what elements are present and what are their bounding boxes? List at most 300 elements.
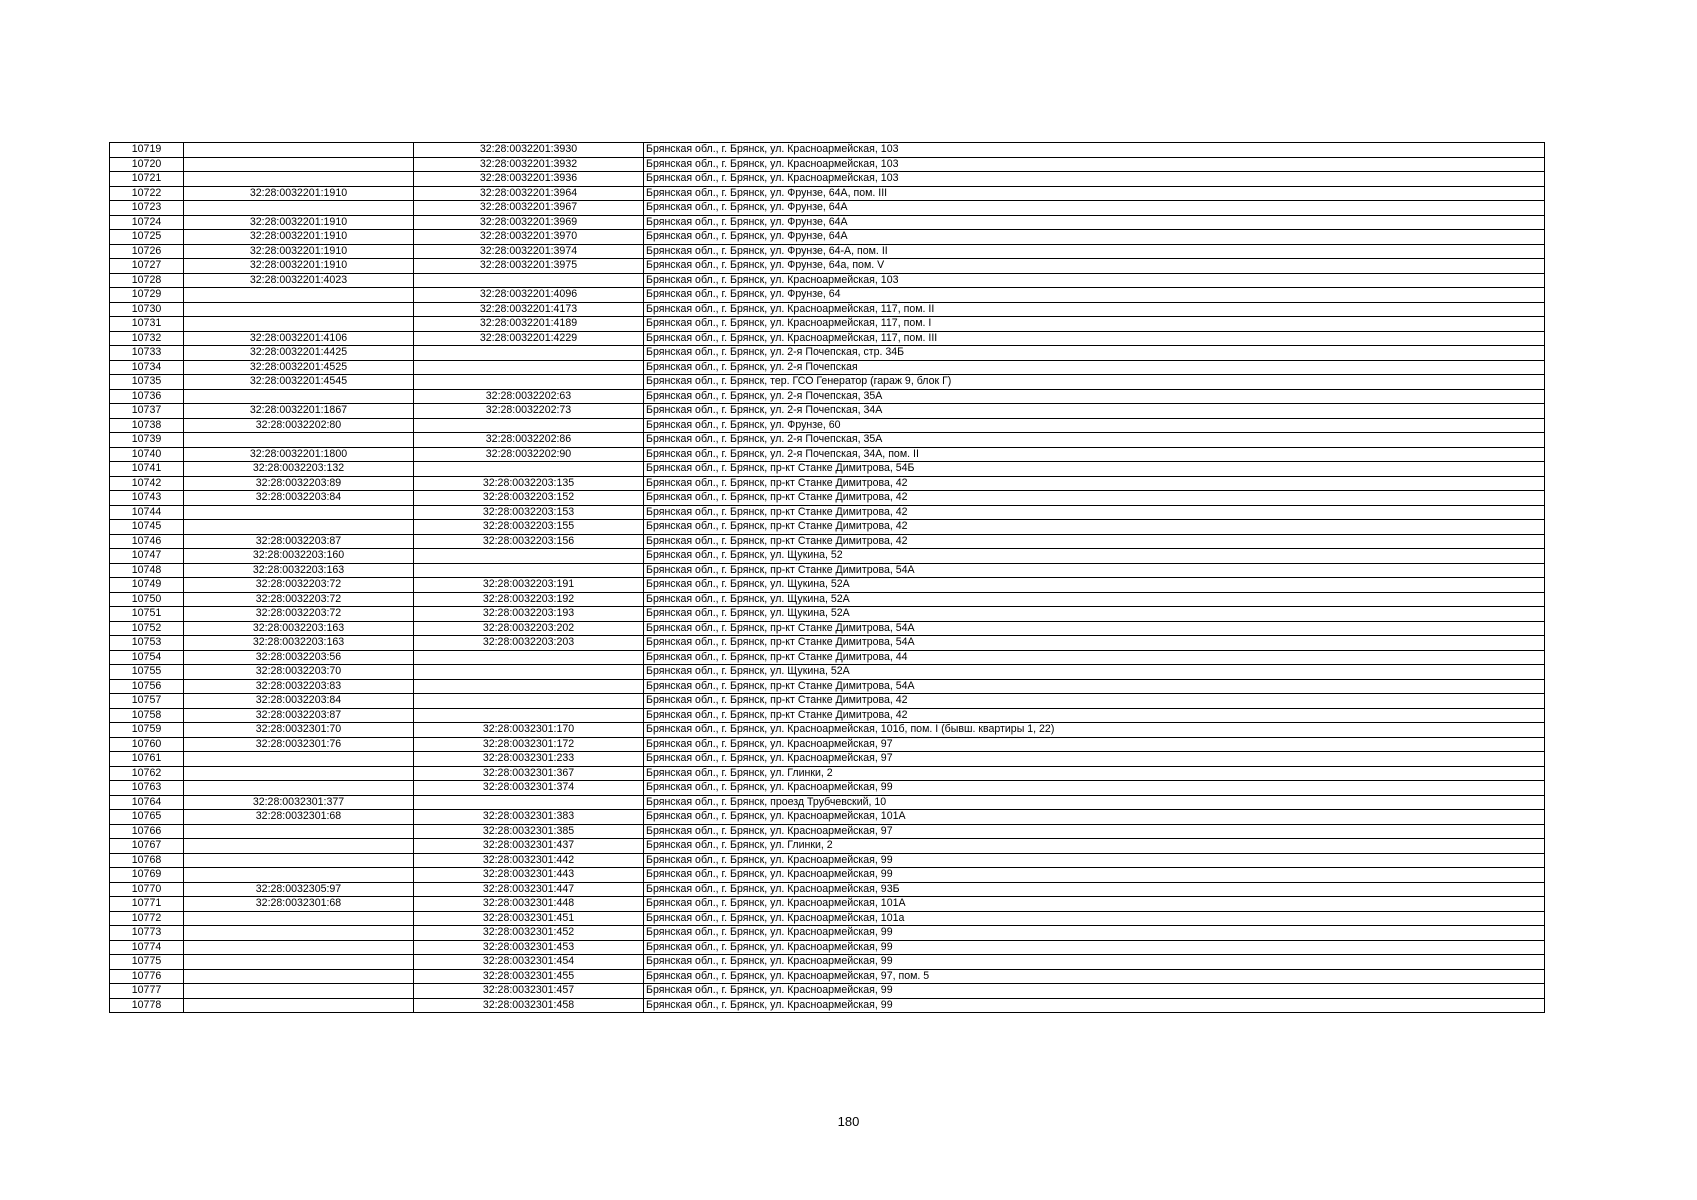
row-number-cell: 10754 (110, 650, 184, 665)
cadastral-number-cell (414, 650, 644, 665)
table-row (110, 636, 1545, 651)
cadastral-number-cell: 32:28:0032301:448 (414, 897, 644, 912)
cadastral-number-cell: 32:28:0032201:3975 (414, 259, 644, 274)
parent-cadastral-number-cell: 32:28:0032203:56 (184, 650, 414, 665)
address-cell: Брянская обл., г. Брянск, пр-кт Станке Димитрова, 42 (644, 476, 1545, 491)
address-cell: Брянская обл., г. Брянск, ул. Красноармейская, 97, пом. 5 (644, 969, 1545, 984)
row-number-cell: 10731 (110, 317, 184, 332)
address-cell: Брянская обл., г. Брянск, ул. Щукина, 52 (644, 549, 1545, 564)
address-cell: Брянская обл., г. Брянск, ул. Красноармейская, 117, пом. III (644, 331, 1545, 346)
address-cell: Брянская обл., г. Брянск, ул. Красноармейская, 103 (644, 172, 1545, 187)
table-row (110, 723, 1545, 738)
parent-cadastral-number-cell: 32:28:0032203:160 (184, 549, 414, 564)
address-cell: Брянская обл., г. Брянск, ул. Красноармейская, 97 (644, 752, 1545, 767)
address-cell: Брянская обл., г. Брянск, пр-кт Станке Димитрова, 54А (644, 621, 1545, 636)
parent-cadastral-number-cell (184, 998, 414, 1013)
address-cell: Брянская обл., г. Брянск, ул. Фрунзе, 64А (644, 201, 1545, 216)
address-cell: Брянская обл., г. Брянск, ул. 2-я Почепская, 35А (644, 389, 1545, 404)
parent-cadastral-number-cell: 32:28:0032201:1910 (184, 244, 414, 259)
address-cell: Брянская обл., г. Брянск, ул. 2-я Почепская, 35А (644, 433, 1545, 448)
parent-cadastral-number-cell (184, 505, 414, 520)
address-cell: Брянская обл., г. Брянск, пр-кт Станке Димитрова, 54А (644, 679, 1545, 694)
table-row (110, 273, 1545, 288)
parent-cadastral-number-cell (184, 911, 414, 926)
cadastral-number-cell: 32:28:0032203:152 (414, 491, 644, 506)
table-row (110, 201, 1545, 216)
row-number-cell: 10728 (110, 273, 184, 288)
page-number: 180 (837, 1114, 860, 1129)
parent-cadastral-number-cell: 32:28:0032301:68 (184, 810, 414, 825)
parent-cadastral-number-cell: 32:28:0032203:72 (184, 578, 414, 593)
parent-cadastral-number-cell (184, 824, 414, 839)
cadastral-number-cell (414, 679, 644, 694)
parent-cadastral-number-cell: 32:28:0032201:1910 (184, 186, 414, 201)
row-number-cell: 10739 (110, 433, 184, 448)
cadastral-number-cell: 32:28:0032202:86 (414, 433, 644, 448)
parent-cadastral-number-cell (184, 766, 414, 781)
address-cell: Брянская обл., г. Брянск, ул. 2-я Почепская, 34А (644, 404, 1545, 419)
row-number-cell: 10753 (110, 636, 184, 651)
cadastral-number-cell (414, 375, 644, 390)
cadastral-number-cell: 32:28:0032203:193 (414, 607, 644, 622)
address-cell: Брянская обл., г. Брянск, ул. Красноармейская, 117, пом. I (644, 317, 1545, 332)
table-row (110, 868, 1545, 883)
address-cell: Брянская обл., г. Брянск, ул. Фрунзе, 64А (644, 215, 1545, 230)
cadastral-number-cell: 32:28:0032201:4173 (414, 302, 644, 317)
row-number-cell: 10756 (110, 679, 184, 694)
row-number-cell: 10736 (110, 389, 184, 404)
address-cell: Брянская обл., г. Брянск, ул. Красноармейская, 101А (644, 810, 1545, 825)
table-row (110, 679, 1545, 694)
parent-cadastral-number-cell (184, 853, 414, 868)
parent-cadastral-number-cell: 32:28:0032203:132 (184, 462, 414, 477)
table-row (110, 389, 1545, 404)
cadastral-number-cell: 32:28:0032202:90 (414, 447, 644, 462)
cadastral-number-cell: 32:28:0032301:443 (414, 868, 644, 883)
cadastral-number-cell: 32:28:0032201:3969 (414, 215, 644, 230)
cadastral-number-cell: 32:28:0032201:3974 (414, 244, 644, 259)
row-number-cell: 10763 (110, 781, 184, 796)
register-table (109, 142, 1545, 1013)
cadastral-number-cell (414, 360, 644, 375)
row-number-cell: 10734 (110, 360, 184, 375)
row-number-cell: 10767 (110, 839, 184, 854)
address-cell: Брянская обл., г. Брянск, ул. Красноармейская, 103 (644, 157, 1545, 172)
cadastral-number-cell (414, 795, 644, 810)
table-row (110, 752, 1545, 767)
row-number-cell: 10770 (110, 882, 184, 897)
row-number-cell: 10755 (110, 665, 184, 680)
parent-cadastral-number-cell: 32:28:0032203:84 (184, 491, 414, 506)
address-cell: Брянская обл., г. Брянск, ул. Фрунзе, 60 (644, 418, 1545, 433)
address-cell: Брянская обл., г. Брянск, ул. 2-я Почепская, стр. 34Б (644, 346, 1545, 361)
table-row (110, 969, 1545, 984)
row-number-cell: 10722 (110, 186, 184, 201)
parent-cadastral-number-cell: 32:28:0032203:163 (184, 621, 414, 636)
table-row (110, 404, 1545, 419)
cadastral-number-cell: 32:28:0032301:385 (414, 824, 644, 839)
table-row (110, 505, 1545, 520)
parent-cadastral-number-cell (184, 839, 414, 854)
address-cell: Брянская обл., г. Брянск, ул. Красноармейская, 99 (644, 984, 1545, 999)
address-cell: Брянская обл., г. Брянск, ул. Красноармейская, 101А (644, 897, 1545, 912)
row-number-cell: 10740 (110, 447, 184, 462)
table-row (110, 418, 1545, 433)
cadastral-number-cell: 32:28:0032203:191 (414, 578, 644, 593)
table-row (110, 882, 1545, 897)
address-cell: Брянская обл., г. Брянск, ул. Красноармейская, 101б, пом. I (бывш. квартиры 1, 22) (644, 723, 1545, 738)
cadastral-number-cell: 32:28:0032301:367 (414, 766, 644, 781)
cadastral-number-cell: 32:28:0032201:3967 (414, 201, 644, 216)
parent-cadastral-number-cell (184, 157, 414, 172)
table-row (110, 897, 1545, 912)
cadastral-number-cell: 32:28:0032203:202 (414, 621, 644, 636)
cadastral-number-cell: 32:28:0032301:383 (414, 810, 644, 825)
address-cell: Брянская обл., г. Брянск, ул. Фрунзе, 64А, пом. III (644, 186, 1545, 201)
row-number-cell: 10747 (110, 549, 184, 564)
address-cell: Брянская обл., г. Брянск, ул. Фрунзе, 64а, пом. V (644, 259, 1545, 274)
address-cell: Брянская обл., г. Брянск, ул. Красноармейская, 99 (644, 781, 1545, 796)
table-row (110, 665, 1545, 680)
cadastral-number-cell: 32:28:0032203:203 (414, 636, 644, 651)
parent-cadastral-number-cell: 32:28:0032305:97 (184, 882, 414, 897)
address-cell: Брянская обл., г. Брянск, пр-кт Станке Димитрова, 42 (644, 694, 1545, 709)
parent-cadastral-number-cell: 32:28:0032201:1910 (184, 215, 414, 230)
parent-cadastral-number-cell (184, 520, 414, 535)
cadastral-number-cell (414, 273, 644, 288)
cadastral-number-cell: 32:28:0032201:4189 (414, 317, 644, 332)
table-row (110, 375, 1545, 390)
cadastral-number-cell: 32:28:0032201:3932 (414, 157, 644, 172)
parent-cadastral-number-cell (184, 868, 414, 883)
table-row (110, 346, 1545, 361)
cadastral-number-cell: 32:28:0032301:437 (414, 839, 644, 854)
table-row (110, 984, 1545, 999)
address-cell: Брянская обл., г. Брянск, ул. Щукина, 52А (644, 578, 1545, 593)
parent-cadastral-number-cell: 32:28:0032203:163 (184, 563, 414, 578)
row-number-cell: 10750 (110, 592, 184, 607)
table-row (110, 215, 1545, 230)
table-row (110, 592, 1545, 607)
table-row (110, 926, 1545, 941)
address-cell: Брянская обл., г. Брянск, ул. Щукина, 52А (644, 607, 1545, 622)
table-row (110, 259, 1545, 274)
register-table-body (110, 143, 1545, 1013)
parent-cadastral-number-cell (184, 389, 414, 404)
table-row (110, 839, 1545, 854)
cadastral-number-cell (414, 549, 644, 564)
parent-cadastral-number-cell: 32:28:0032201:4545 (184, 375, 414, 390)
row-number-cell: 10762 (110, 766, 184, 781)
table-row (110, 795, 1545, 810)
address-cell: Брянская обл., г. Брянск, ул. Красноармейская, 103 (644, 143, 1545, 158)
cadastral-number-cell (414, 694, 644, 709)
parent-cadastral-number-cell: 32:28:0032201:1800 (184, 447, 414, 462)
row-number-cell: 10766 (110, 824, 184, 839)
row-number-cell: 10772 (110, 911, 184, 926)
table-row (110, 302, 1545, 317)
table-row (110, 650, 1545, 665)
address-cell: Брянская обл., г. Брянск, ул. Фрунзе, 64 (644, 288, 1545, 303)
cadastral-number-cell: 32:28:0032301:170 (414, 723, 644, 738)
cadastral-number-cell: 32:28:0032201:3936 (414, 172, 644, 187)
parent-cadastral-number-cell: 32:28:0032203:163 (184, 636, 414, 651)
row-number-cell: 10726 (110, 244, 184, 259)
cadastral-number-cell: 32:28:0032301:452 (414, 926, 644, 941)
table-row (110, 288, 1545, 303)
parent-cadastral-number-cell: 32:28:0032201:4525 (184, 360, 414, 375)
cadastral-number-cell: 32:28:0032301:172 (414, 737, 644, 752)
row-number-cell: 10752 (110, 621, 184, 636)
parent-cadastral-number-cell (184, 752, 414, 767)
parent-cadastral-number-cell (184, 926, 414, 941)
cadastral-number-cell: 32:28:0032203:155 (414, 520, 644, 535)
table-row (110, 694, 1545, 709)
table-row (110, 998, 1545, 1013)
row-number-cell: 10771 (110, 897, 184, 912)
cadastral-number-cell: 32:28:0032201:3930 (414, 143, 644, 158)
row-number-cell: 10738 (110, 418, 184, 433)
table-row (110, 172, 1545, 187)
row-number-cell: 10719 (110, 143, 184, 158)
parent-cadastral-number-cell: 32:28:0032201:4425 (184, 346, 414, 361)
row-number-cell: 10760 (110, 737, 184, 752)
cadastral-number-cell: 32:28:0032203:192 (414, 592, 644, 607)
parent-cadastral-number-cell: 32:28:0032203:84 (184, 694, 414, 709)
table-row (110, 621, 1545, 636)
parent-cadastral-number-cell: 32:28:0032203:87 (184, 534, 414, 549)
address-cell: Брянская обл., г. Брянск, ул. Глинки, 2 (644, 839, 1545, 854)
address-cell: Брянская обл., г. Брянск, ул. Красноармейская, 99 (644, 926, 1545, 941)
row-number-cell: 10778 (110, 998, 184, 1013)
address-cell: Брянская обл., г. Брянск, ул. 2-я Почепская (644, 360, 1545, 375)
parent-cadastral-number-cell: 32:28:0032203:70 (184, 665, 414, 680)
row-number-cell: 10729 (110, 288, 184, 303)
cadastral-number-cell (414, 462, 644, 477)
parent-cadastral-number-cell (184, 172, 414, 187)
row-number-cell: 10768 (110, 853, 184, 868)
row-number-cell: 10757 (110, 694, 184, 709)
address-cell: Брянская обл., г. Брянск, ул. Красноармейская, 97 (644, 824, 1545, 839)
row-number-cell: 10774 (110, 940, 184, 955)
row-number-cell: 10721 (110, 172, 184, 187)
parent-cadastral-number-cell: 32:28:0032301:76 (184, 737, 414, 752)
table-row (110, 940, 1545, 955)
row-number-cell: 10759 (110, 723, 184, 738)
cadastral-number-cell: 32:28:0032301:455 (414, 969, 644, 984)
parent-cadastral-number-cell (184, 201, 414, 216)
table-row (110, 491, 1545, 506)
cadastral-number-cell: 32:28:0032301:453 (414, 940, 644, 955)
row-number-cell: 10758 (110, 708, 184, 723)
table-row (110, 534, 1545, 549)
table-row (110, 447, 1545, 462)
address-cell: Брянская обл., г. Брянск, ул. 2-я Почепская, 34А, пом. II (644, 447, 1545, 462)
table-row (110, 607, 1545, 622)
parent-cadastral-number-cell (184, 317, 414, 332)
row-number-cell: 10741 (110, 462, 184, 477)
row-number-cell: 10773 (110, 926, 184, 941)
address-cell: Брянская обл., г. Брянск, тер. ГСО Генератор (гараж 9, блок Г) (644, 375, 1545, 390)
parent-cadastral-number-cell: 32:28:0032301:70 (184, 723, 414, 738)
row-number-cell: 10725 (110, 230, 184, 245)
cadastral-number-cell: 32:28:0032203:153 (414, 505, 644, 520)
parent-cadastral-number-cell: 32:28:0032201:1910 (184, 259, 414, 274)
row-number-cell: 10745 (110, 520, 184, 535)
row-number-cell: 10742 (110, 476, 184, 491)
parent-cadastral-number-cell (184, 940, 414, 955)
cadastral-number-cell: 32:28:0032301:458 (414, 998, 644, 1013)
row-number-cell: 10765 (110, 810, 184, 825)
address-cell: Брянская обл., г. Брянск, ул. Красноармейская, 97 (644, 737, 1545, 752)
table-row (110, 810, 1545, 825)
cadastral-number-cell (414, 563, 644, 578)
cadastral-number-cell (414, 665, 644, 680)
table-row (110, 186, 1545, 201)
parent-cadastral-number-cell (184, 288, 414, 303)
parent-cadastral-number-cell (184, 984, 414, 999)
parent-cadastral-number-cell: 32:28:0032203:89 (184, 476, 414, 491)
table-row (110, 331, 1545, 346)
table-row (110, 737, 1545, 752)
parent-cadastral-number-cell: 32:28:0032203:83 (184, 679, 414, 694)
cadastral-number-cell (414, 346, 644, 361)
parent-cadastral-number-cell: 32:28:0032301:377 (184, 795, 414, 810)
row-number-cell: 10749 (110, 578, 184, 593)
row-number-cell: 10777 (110, 984, 184, 999)
address-cell: Брянская обл., г. Брянск, пр-кт Станке Димитрова, 54А (644, 636, 1545, 651)
parent-cadastral-number-cell (184, 955, 414, 970)
row-number-cell: 10743 (110, 491, 184, 506)
parent-cadastral-number-cell: 32:28:0032203:87 (184, 708, 414, 723)
cadastral-number-cell: 32:28:0032301:454 (414, 955, 644, 970)
address-cell: Брянская обл., г. Брянск, пр-кт Станке Димитрова, 42 (644, 520, 1545, 535)
cadastral-number-cell: 32:28:0032202:73 (414, 404, 644, 419)
parent-cadastral-number-cell: 32:28:0032201:4106 (184, 331, 414, 346)
row-number-cell: 10748 (110, 563, 184, 578)
cadastral-number-cell: 32:28:0032301:442 (414, 853, 644, 868)
address-cell: Брянская обл., г. Брянск, ул. Фрунзе, 64-А, пом. II (644, 244, 1545, 259)
table-row (110, 578, 1545, 593)
row-number-cell: 10732 (110, 331, 184, 346)
parent-cadastral-number-cell (184, 433, 414, 448)
address-cell: Брянская обл., г. Брянск, пр-кт Станке Димитрова, 42 (644, 534, 1545, 549)
table-row (110, 955, 1545, 970)
table-row (110, 781, 1545, 796)
table-row (110, 708, 1545, 723)
table-row (110, 911, 1545, 926)
table-row (110, 563, 1545, 578)
row-number-cell: 10735 (110, 375, 184, 390)
cadastral-number-cell: 32:28:0032301:374 (414, 781, 644, 796)
address-cell: Брянская обл., г. Брянск, ул. Красноармейская, 103 (644, 273, 1545, 288)
parent-cadastral-number-cell: 32:28:0032201:1910 (184, 230, 414, 245)
row-number-cell: 10776 (110, 969, 184, 984)
address-cell: Брянская обл., г. Брянск, ул. Щукина, 52А (644, 592, 1545, 607)
address-cell: Брянская обл., г. Брянск, пр-кт Станке Димитрова, 44 (644, 650, 1545, 665)
table-row (110, 766, 1545, 781)
row-number-cell: 10751 (110, 607, 184, 622)
cadastral-number-cell: 32:28:0032201:3964 (414, 186, 644, 201)
parent-cadastral-number-cell (184, 143, 414, 158)
table-row (110, 317, 1545, 332)
row-number-cell: 10764 (110, 795, 184, 810)
cadastral-number-cell: 32:28:0032301:451 (414, 911, 644, 926)
table-row (110, 360, 1545, 375)
address-cell: Брянская обл., г. Брянск, ул. Щукина, 52А (644, 665, 1545, 680)
cadastral-number-cell: 32:28:0032201:4096 (414, 288, 644, 303)
cadastral-number-cell: 32:28:0032203:156 (414, 534, 644, 549)
cadastral-number-cell: 32:28:0032301:457 (414, 984, 644, 999)
parent-cadastral-number-cell: 32:28:0032201:4023 (184, 273, 414, 288)
cadastral-number-cell: 32:28:0032201:3970 (414, 230, 644, 245)
row-number-cell: 10761 (110, 752, 184, 767)
row-number-cell: 10775 (110, 955, 184, 970)
cadastral-number-cell: 32:28:0032301:447 (414, 882, 644, 897)
address-cell: Брянская обл., г. Брянск, пр-кт Станке Димитрова, 54А (644, 563, 1545, 578)
table-row (110, 476, 1545, 491)
row-number-cell: 10723 (110, 201, 184, 216)
row-number-cell: 10737 (110, 404, 184, 419)
address-cell: Брянская обл., г. Брянск, ул. Красноармейская, 99 (644, 955, 1545, 970)
parent-cadastral-number-cell (184, 302, 414, 317)
cadastral-number-cell: 32:28:0032203:135 (414, 476, 644, 491)
parent-cadastral-number-cell: 32:28:0032301:68 (184, 897, 414, 912)
address-cell: Брянская обл., г. Брянск, пр-кт Станке Димитрова, 42 (644, 505, 1545, 520)
cadastral-number-cell (414, 708, 644, 723)
address-cell: Брянская обл., г. Брянск, пр-кт Станке Димитрова, 42 (644, 708, 1545, 723)
cadastral-number-cell (414, 418, 644, 433)
address-cell: Брянская обл., г. Брянск, ул. Глинки, 2 (644, 766, 1545, 781)
table-row (110, 230, 1545, 245)
cadastral-number-cell: 32:28:0032202:63 (414, 389, 644, 404)
address-cell: Брянская обл., г. Брянск, ул. Красноармейская, 93Б (644, 882, 1545, 897)
parent-cadastral-number-cell: 32:28:0032201:1867 (184, 404, 414, 419)
row-number-cell: 10746 (110, 534, 184, 549)
table-row (110, 244, 1545, 259)
table-row (110, 462, 1545, 477)
table-row (110, 520, 1545, 535)
address-cell: Брянская обл., г. Брянск, ул. Красноармейская, 99 (644, 853, 1545, 868)
parent-cadastral-number-cell (184, 969, 414, 984)
address-cell: Брянская обл., г. Брянск, пр-кт Станке Димитрова, 54Б (644, 462, 1545, 477)
address-cell: Брянская обл., г. Брянск, ул. Красноармейская, 117, пом. II (644, 302, 1545, 317)
address-cell: Брянская обл., г. Брянск, ул. Красноармейская, 99 (644, 940, 1545, 955)
address-cell: Брянская обл., г. Брянск, ул. Красноармейская, 99 (644, 998, 1545, 1013)
cadastral-number-cell: 32:28:0032301:233 (414, 752, 644, 767)
row-number-cell: 10733 (110, 346, 184, 361)
parent-cadastral-number-cell: 32:28:0032202:80 (184, 418, 414, 433)
parent-cadastral-number-cell (184, 781, 414, 796)
table-row (110, 853, 1545, 868)
table-row (110, 824, 1545, 839)
table-row (110, 143, 1545, 158)
table-row (110, 433, 1545, 448)
row-number-cell: 10727 (110, 259, 184, 274)
row-number-cell: 10744 (110, 505, 184, 520)
row-number-cell: 10769 (110, 868, 184, 883)
table-row (110, 549, 1545, 564)
row-number-cell: 10720 (110, 157, 184, 172)
address-cell: Брянская обл., г. Брянск, ул. Красноармейская, 101а (644, 911, 1545, 926)
address-cell: Брянская обл., г. Брянск, пр-кт Станке Димитрова, 42 (644, 491, 1545, 506)
cadastral-number-cell: 32:28:0032201:4229 (414, 331, 644, 346)
row-number-cell: 10730 (110, 302, 184, 317)
parent-cadastral-number-cell: 32:28:0032203:72 (184, 607, 414, 622)
address-cell: Брянская обл., г. Брянск, ул. Красноармейская, 99 (644, 868, 1545, 883)
address-cell: Брянская обл., г. Брянск, проезд Трубчевский, 10 (644, 795, 1545, 810)
parent-cadastral-number-cell: 32:28:0032203:72 (184, 592, 414, 607)
